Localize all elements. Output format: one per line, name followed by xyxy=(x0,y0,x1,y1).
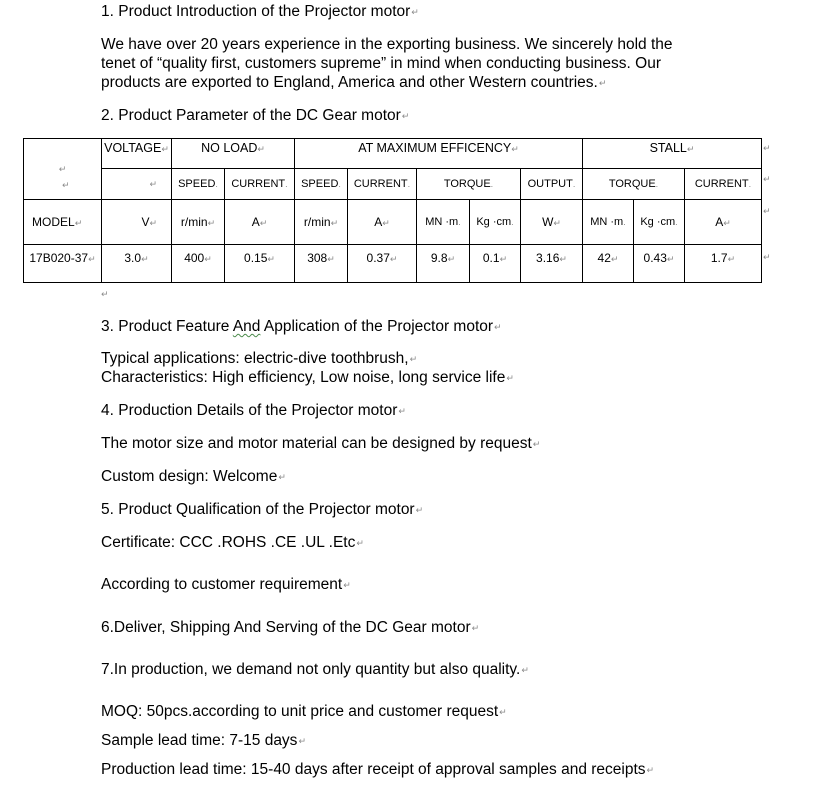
paragraph-mark: ↵ xyxy=(499,707,507,717)
row-end-mark: ↵ xyxy=(763,206,771,216)
section-5-title: 5. Product Qualification of the Projector motor↵ xyxy=(101,501,424,518)
production-lead-line: Production lead time: 15-40 days after receipt of approval samples and receipts↵ xyxy=(101,761,655,778)
paragraph-mark: ↵ xyxy=(521,665,529,675)
paragraph-mark: ↵ xyxy=(101,289,109,299)
parameter-table xyxy=(23,138,762,283)
me-torque-header: TORQUE. xyxy=(417,169,521,200)
unit-a: A↵ xyxy=(348,200,417,245)
section-5-line-1: Certificate: CCC .ROHS .CE .UL .Etc↵ xyxy=(101,534,364,551)
section-3-title: 3. Product Feature And Application of the Projector motor↵ xyxy=(101,318,502,335)
table-cell-empty: ↵ xyxy=(24,139,102,200)
paragraph-mark: ↵ xyxy=(415,505,424,515)
unit-kgcm: Kg ·cm. xyxy=(470,200,521,245)
body-line: products are exported to England, America and other Western countries.↵ xyxy=(101,74,607,91)
section-4-line-1: The motor size and motor material can be designed by request↵ xyxy=(101,435,541,452)
cell-me-current: 0.37↵ xyxy=(348,245,417,283)
section-3-line-2: Characteristics: High efficiency, Low noise, long service life↵ xyxy=(101,369,514,386)
paragraph-mark: ↵ xyxy=(398,406,406,416)
section-4-title: 4. Production Details of the Projector motor↵ xyxy=(101,402,406,419)
table-header-row xyxy=(24,139,762,169)
voltage-header: VOLTAGE↵ xyxy=(102,139,172,169)
unit-mnm: MN ·m. xyxy=(417,200,470,245)
model-header: MODEL↵ xyxy=(24,200,102,245)
row-end-mark: ↵ xyxy=(763,252,771,262)
unit-kgcm: Kg ·cm. xyxy=(634,200,685,245)
nl-speed-header: SPEED. xyxy=(172,169,225,200)
me-speed-header: SPEED. xyxy=(295,169,348,200)
cell-voltage: 3.0↵ xyxy=(102,245,172,283)
table-unit-row xyxy=(24,200,762,245)
paragraph-mark: ↵ xyxy=(506,373,514,383)
paragraph-mark: ↵ xyxy=(471,623,480,633)
cell-me-speed: 308↵ xyxy=(295,245,348,283)
paragraph-mark: ↵ xyxy=(409,354,418,364)
table-row xyxy=(24,245,762,283)
paragraph-mark: ↵ xyxy=(278,472,286,482)
row-end-mark: ↵ xyxy=(763,143,771,153)
cell-me-torque-mnm: 9.8↵ xyxy=(417,245,470,283)
paragraph-mark: ↵ xyxy=(401,111,410,121)
me-output-header: OUTPUT. xyxy=(521,169,583,200)
st-torque-header: TORQUE. xyxy=(583,169,685,200)
section-5-line-2: According to customer requirement↵ xyxy=(101,576,351,593)
st-current-header: CURRENT. xyxy=(685,169,762,200)
cell-nl-current: 0.15↵ xyxy=(225,245,295,283)
section-4-line-2: Custom design: Welcome↵ xyxy=(101,468,286,485)
paragraph-mark: ↵ xyxy=(343,580,351,590)
unit-a: A↵ xyxy=(685,200,762,245)
section-3-line-1: Typical applications: electric-dive toothbrush,↵ xyxy=(101,350,418,367)
paragraph-mark: ↵ xyxy=(494,322,502,332)
paragraph-mark: ↵ xyxy=(356,538,364,548)
paragraph-mark: ↵ xyxy=(532,439,541,449)
nl-current-header: CURRENT. xyxy=(225,169,295,200)
unit-v: V↵ xyxy=(102,200,172,245)
cell-model: 17B020-37↵ xyxy=(24,245,102,283)
unit-a: A↵ xyxy=(225,200,295,245)
me-current-header: CURRENT. xyxy=(348,169,417,200)
no-load-header: NO LOAD↵ xyxy=(172,139,295,169)
section-1-title-text: 1. Product Introduction of the Projector motor xyxy=(101,3,411,20)
cell-mark: ↵ xyxy=(62,180,70,190)
unit-w: W↵ xyxy=(521,200,583,245)
section-2-title: 2. Product Parameter of the DC Gear motor↵ xyxy=(101,107,410,124)
sample-lead-line: Sample lead time: 7-15 days↵ xyxy=(101,732,306,749)
table-subheader-row xyxy=(24,169,762,200)
paragraph-mark: ↵ xyxy=(411,7,419,17)
body-line: tenet of “quality first, customers supreme” in mind when conducting business. Our xyxy=(101,55,661,72)
section-1-title xyxy=(101,2,419,22)
paragraph-mark: ↵ xyxy=(598,78,607,88)
unit-rmin: r/min↵ xyxy=(172,200,225,245)
paragraph-mark: ↵ xyxy=(298,736,306,746)
max-efficiency-header: AT MAXIMUM EFFICENCY↵ xyxy=(295,139,583,169)
unit-mnm: MN ·m. xyxy=(583,200,634,245)
cell-st-torque-kgcm: 0.43↵ xyxy=(634,245,685,283)
stall-header: STALL↵ xyxy=(583,139,762,169)
moq-line: MOQ: 50pcs.according to unit price and customer request↵ xyxy=(101,703,507,720)
section-7-title: 7.In production, we demand not only quantity but also quality.↵ xyxy=(101,661,529,678)
section-1-body xyxy=(101,35,673,93)
cell-st-torque-mnm: 42↵ xyxy=(583,245,634,283)
cell-nl-speed: 400↵ xyxy=(172,245,225,283)
paragraph-mark: ↵ xyxy=(646,765,655,775)
section-6-title: 6.Deliver, Shipping And Serving of the DC Gear motor↵ xyxy=(101,619,480,636)
body-line: We have over 20 years experience in the exporting business. We sincerely hold the xyxy=(101,36,673,53)
cell-st-current: 1.7↵ xyxy=(685,245,762,283)
voltage-sub-empty: ↵ xyxy=(102,169,172,200)
cell-me-output: 3.16↵ xyxy=(521,245,583,283)
cell-me-torque-kgcm: 0.1↵ xyxy=(470,245,521,283)
unit-rmin: r/min↵ xyxy=(295,200,348,245)
row-end-mark: ↵ xyxy=(763,174,771,184)
